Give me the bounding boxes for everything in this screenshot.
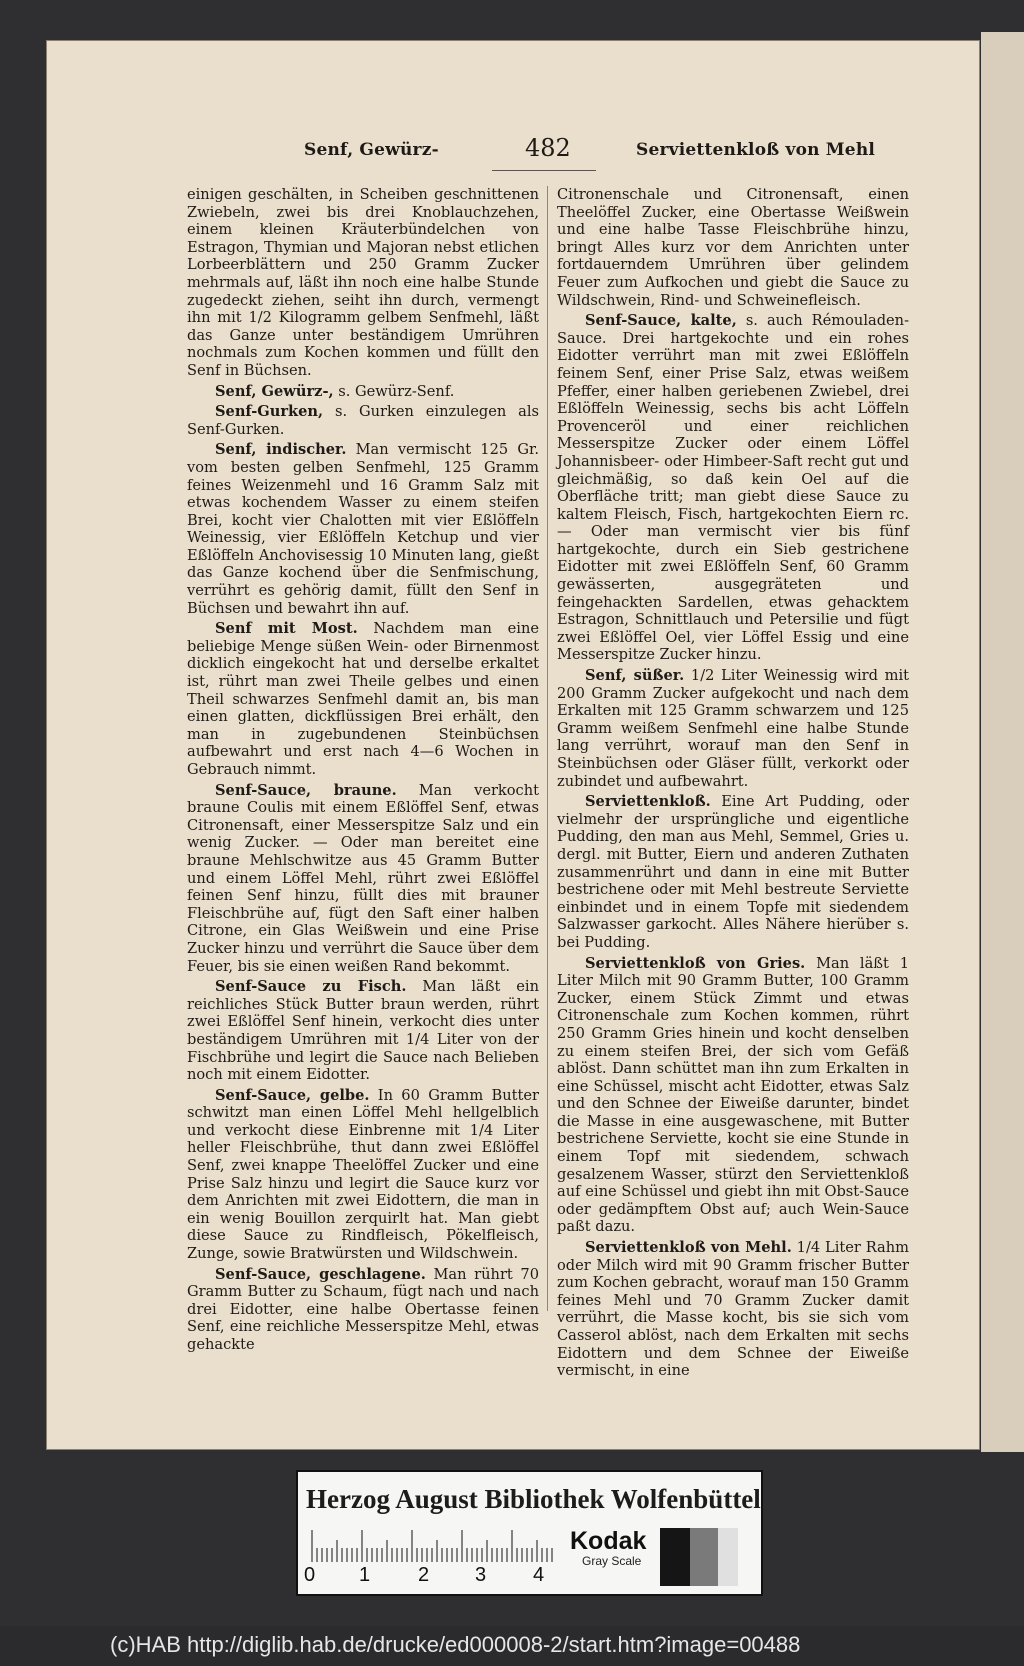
entry-headword: Senf-Gurken,	[215, 403, 324, 421]
entry-headword: Senf, süßer.	[585, 667, 685, 685]
entry-text: Eine Art Pudding, oder vielmehr der ursprüngliche und eigentliche Pudding, den man aus Mehl, Semmel, Gries u. dergl. mit Butter, Eiern und anderen Zuthaten zusammenrührt und dann in eine mit Butter bestrichene oder mit Mehl bestreute Serviette einbindet und in einem Topfe mit siedendem Salzwasser garkocht. Alles Nähere hierüber s. bei Pudding.	[557, 793, 909, 951]
color-target-card	[296, 1470, 763, 1596]
entry-headword: Serviettenkloß von Mehl.	[585, 1239, 792, 1257]
entry-text: s. auch Rémouladen-Sauce. Drei hartgekochte und ein rohes Eidotter verrührt man mit zwei Eßlöffeln feinem Senf, einer Prise Salz, etwas weißem Pfeffer, einer halben geriebenen Zwiebel, drei Eßlöffeln Weinessig, sechs bis acht Löffeln Provenceröl und einer reichlichen Messerspitze Zucker oder einem Löffel Johannisbeer- oder Himbeer-Saft recht gut und gleichmäßig, so daß kein Oel auf die Oberfläche tritt; man giebt diese Sauce zu kaltem Fleisch, Fisch, hartgekochten Eiern rc. — Oder man vermischt vier bis fünf hartgekochte, durch ein Sieb gestrichene Eidotter mit zwei Eßlöffeln Senf, 60 Gramm gewässerten, ausgegräteten und feingehackten Sardellen, etwas gehacktem Estragon, Schnittlauch und Petersilie und fügt zwei Eßlöffel Oel, vier Löffel Essig und eine Messerspitze Zucker hinzu.	[557, 312, 909, 664]
running-header	[46, 136, 980, 176]
copyright-footer	[0, 1626, 1024, 1666]
header-rule	[492, 170, 596, 171]
dictionary-entry	[557, 312, 909, 664]
column-divider	[547, 186, 548, 1311]
header-left-catchword: Senf, Gewürz-	[304, 140, 439, 160]
scale-number: 3	[475, 1564, 487, 1586]
entry-headword: Senf-Sauce zu Fisch.	[215, 978, 407, 996]
entry-headword: Serviettenkloß von Gries.	[585, 954, 806, 972]
entry-text: Man läßt ein reichliches Stück Butter braun werden, rührt zwei Eßlöffel Senf hinein, verkocht dies unter beständigem Umrühren mit 1/4 Liter von der Fischbrühe und legirt die Sauce nach Belieben noch mit einem Eidotter.	[187, 978, 539, 1084]
scale-number: 2	[418, 1564, 430, 1586]
dictionary-entry	[187, 186, 539, 380]
entry-text: Citronenschale und Citronensaft, einen Theelöffel Zucker, eine Obertasse Weißwein und eine halbe Tasse Fleischbrühe hinzu, bringt Alles kurz vor dem Anrichten unter fortdauerndem Umrühren über gelindem Feuer zum Aufkochen und giebt die Sauce zu Wildschwein, Rind- und Schweinefleisch.	[557, 186, 909, 309]
entry-headword: Senf, Gewürz-,	[215, 382, 334, 400]
ruler-ticks	[308, 1528, 556, 1562]
dictionary-entry	[187, 403, 539, 438]
dictionary-entry	[187, 1266, 539, 1354]
scale-number: 4	[533, 1564, 545, 1586]
entry-text: s. Gewürz-Senf.	[333, 382, 455, 400]
gray-patch-light	[718, 1528, 738, 1586]
dictionary-entry	[557, 1239, 909, 1380]
scale-ruler	[308, 1528, 556, 1562]
scale-numbers	[304, 1564, 564, 1590]
facing-page-edge	[981, 32, 1024, 1452]
entry-text: In 60 Gramm Butter schwitzt man einen Löffel Mehl hellgelblich und verkocht diese Einbrenne mit 1/4 Liter heller Fleischbrühe, thut dann zwei Eßlöffel Senf, zwei knappe Theelöffel Zucker und eine Prise Salz hinzu und legirt die Sauce kurz vor dem Anrichten mit zwei Eidottern, die man in ein wenig Bouillon zerquirlt hat. Man giebt diese Sauce zu Rindfleisch, Pökelfleisch, Zunge, sowie Bratwürsten und Wildschwein.	[187, 1086, 539, 1263]
entry-text: einigen geschälten, in Scheiben geschnittenen Zwiebeln, zwei bis drei Knoblauchzehen, einem kleinen Kräuterbündelchen von Estragon, Thymian und Majoran nebst etlichen Lorbeerblättern und 250 Gramm Zucker mehrmals auf, läßt ihn noch eine halbe Stunde zugedeckt ziehen, seiht ihn durch, vermengt ihn mit 1/2 Kilogramm gelbem Senfmehl, läßt das Ganze unter beständigem Umrühren nochmals zum Kochen kommen und füllt den Senf in Büchsen.	[187, 186, 539, 379]
scale-number: 1	[359, 1564, 371, 1586]
entry-headword: Senf-Sauce, kalte,	[585, 312, 737, 330]
entry-headword: Senf, indischer.	[215, 441, 347, 459]
entry-text: Man verkocht braune Coulis mit einem Eßlöffel Senf, etwas Citronensaft, einer Messerspitze Salz und ein wenig Zucker. — Oder man bereitet eine braune Mehlschwitze aus 45 Gramm Butter und einem Löffel Mehl, rührt zwei Eßlöffel feinen Senf hinzu, füllt dies mit brauner Fleischbrühe auf, fügt den Saft einer halben Citrone, ein Glas Weißwein und eine Prise Zucker hinzu und verrührt die Sauce über dem Feuer, bis sie einen weißen Rand bekommt.	[187, 781, 539, 975]
entry-headword: Senf mit Most.	[215, 620, 358, 638]
dictionary-entry	[187, 978, 539, 1084]
dictionary-entry	[187, 782, 539, 976]
dictionary-entry	[557, 955, 909, 1237]
header-right-catchword: Serviettenkloß von Mehl	[636, 140, 876, 160]
kodak-logo	[570, 1528, 654, 1568]
dictionary-entry	[557, 667, 909, 790]
entry-text: Man läßt 1 Liter Milch mit 90 Gramm Butter, 100 Gramm Zucker, einem Stück Zimmt und etwas Citronenschale zum Kochen kommen, rührt 250 Gramm Gries hinein und kocht denselben zu einem steifen Brei, der sich vom Gefäß ablöst. Dann schüttet man ihn zum Erkalten in eine Schüssel, mischt acht Eidotter, etwas Salz und den Schnee der Eiweiße darunter, bindet die Masse in eine ausgewaschene, mit Butter bestrichene Serviette, kocht sie eine Stunde in einem Topf mit siedendem, schwach gesalzenem Wasser, stürzt den Serviettenkloß auf eine Schüssel und giebt ihn mit Obst-Sauce oder gedämpftem Obst auf; auch Wein-Sauce paßt dazu.	[557, 954, 909, 1236]
entry-text: Man vermischt 125 Gr. vom besten gelben Senfmehl, 125 Gramm feines Weizenmehl und 16 Gramm Salz mit etwas kochendem Wasser zu einem steifen Brei, kocht vier Chalotten mit vier Eßlöffeln Weinessig, vier Eßlöffeln Ketchup und vier Eßlöffeln Anchovisessig 10 Minuten lang, gießt das Ganze kochend über die Senfmischung, verrührt es gehörig damit, füllt den Senf in Büchsen und bewahrt ihn auf.	[187, 441, 539, 617]
library-name: Herzog August Bibliothek Wolfenbüttel	[306, 1484, 761, 1514]
dictionary-entry	[187, 620, 539, 778]
dictionary-entry	[187, 441, 539, 617]
entry-headword: Senf-Sauce, braune.	[215, 781, 397, 799]
entry-headword: Senf-Sauce, gelbe.	[215, 1086, 370, 1104]
dictionary-entry	[557, 186, 909, 309]
dictionary-entry	[187, 1087, 539, 1263]
scale-number: 0	[304, 1564, 316, 1586]
entry-headword: Senf-Sauce, geschlagene.	[215, 1265, 426, 1283]
entry-text: Man rührt 70 Gramm Butter zu Schaum, fügt nach und nach drei Eidotter, eine halbe Obertasse feinen Senf, eine reichliche Messerspitze Mehl, etwas gehackte	[187, 1265, 539, 1353]
entry-text: s. Gurken einzulegen als Senf-Gurken.	[187, 403, 539, 438]
entry-text: Nachdem man eine beliebige Menge süßen Wein- oder Birnenmost dicklich eingekocht hat und derselbe erkaltet ist, rührt man zwei Theile gelbes und einen Theil schwarzes Senfmehl damit an, bis man einen glatten, dickflüssigen Brei erhält, den man in zugebundenen Steinbüchsen aufbewahrt und erst nach 4—6 Wochen in Gebrauch nimmt.	[187, 620, 540, 778]
entry-text: 1/4 Liter Rahm oder Milch wird mit 90 Gramm frischer Butter zum Kochen gebracht, worauf man 150 Gramm feines Mehl und 70 Gramm Zucker damit verrührt, die Masse kocht, bis sie sich vom Casserol ablöst, nach dem Erkalten mit sechs Eidottern und dem Schnee der Eiweiße vermischt, in eine	[557, 1239, 909, 1380]
kodak-brand: Kodak	[570, 1527, 647, 1555]
page-number: 482	[525, 134, 571, 162]
gray-patch-black	[660, 1528, 690, 1586]
entry-headword: Serviettenkloß.	[585, 793, 711, 811]
entry-text: 1/2 Liter Weinessig wird mit 200 Gramm Zucker aufgekocht und nach dem Erkalten mit 125 Gramm schwarzem und 125 Gramm weißem Senfmehl eine halbe Stunde lang verrührt, worauf man den Senf in Steinbüchsen oder Gläser füllt, verkorkt oder zubindet und aufbewahrt.	[557, 667, 909, 790]
gray-scale-label: Gray Scale	[582, 1554, 642, 1568]
dictionary-entry	[557, 793, 909, 951]
left-text-column	[187, 186, 539, 1357]
footer-url: (c)HAB http://diglib.hab.de/drucke/ed000008-2/start.htm?image=00488	[110, 1632, 801, 1657]
right-text-column	[557, 186, 909, 1383]
gray-patch-mid	[690, 1528, 718, 1586]
dictionary-entry	[187, 383, 539, 401]
